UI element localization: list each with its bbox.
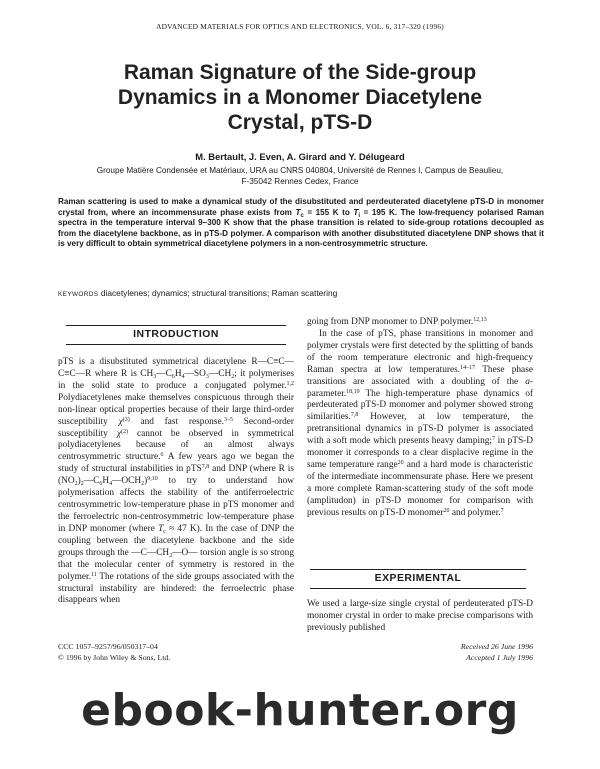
keywords [58,288,544,298]
accepted-date: Accepted 1 July 1996 [466,652,533,662]
watermark: ebook-hunter.org [81,685,519,736]
title-line: Raman Signature of the Side-group [123,61,477,84]
authors: M. Bertault, J. Even, A. Girard and Y. Délugeard [195,151,405,162]
keywords-label: KEYWORDS [58,291,99,298]
ccc-code: CCC 1057–9257/96/050317–04 [58,642,158,651]
right-column-text: going from DNP monomer to DNP polymer.$^{12,13}$ In the case of pTS, phase transitions in monomer and polymer crystals were first detected by the splitting of bands of the room temperature electronic and high-frequency Raman spectra at low temperatures.$^{14-17}$ These phase transitions are associated with a doubling of the a-parameter.$^{18,19}$ The high-temperature phase dynamics of perdeuterated pTS-D monomer and polymer showed strong similarities.$^{7,8}$ However, at low temperature, the pretransitional dynamics in pTS-D polymer is associated with a soft mode which presents heavy damping;$^7$ in pTS-D monomer it corresponds to a clear displacive regime in the same temperature range$^{20}$ and a hard mode is characteristic of the intermediate incommensurate phase. Here we present a more complete Raman-scattering study of the soft mode (amplitudon) in pTS-D monomer for comparison with previous results on pTS-D monomer$^{20}$ and polymer.$^7$ [307,317,534,518]
abstract: Raman scattering is used to make a dynamical study of the disubstituted and perdeuterated diacetylene pTS-D in monomer crystal from, where an incommensurate phase exists from $T_c = 155$ K to $T_i = 195$ K. The low-frequency polarised Raman spectra in the temperature interval 9–300 K show that the phase transition is related to side-group rotations decoupled as from the diacetylene backbone, as in pTS-D polymer. A comparison with another disubstituted diacetylene DNP shows that it is very difficult to obtain symmetrical diacetylene polymers in a non-centrosymmetric structure. [58,197,544,249]
title-line: Dynamics in a Monomer Diacetylene [117,86,483,109]
affiliation [50,165,550,187]
introduction-text: pTS is a disubstituted symmetrical diacetylene R—C≡C—C≡C—R where R is $CH_3—C_6H_4—SO_3—CH_2$; it polymerises in the solid state to produce a conjugated polymer.$^{1,2}$ Polydiacetylenes make themselves conspicuous through their non-linear optical properties because of their large third-order susceptibility $\chi^{(3)}$ and fast response.$^{3-5}$ Second-order susceptibility $\chi^{(2)}$ cannot be observed in symmetrical polydiacetylenes because of an almost always centrosymmetric structure.$^6$ A few years ago we began the study of structural instabilities in pTS$^{7,8}$ and DNP (where R is $(NO_2)_2—C_6H_4—OCH_2)^{9,10}$ to try to understand how polymerisation affects the stability of the antiferroelectric centrosymmetric low-temperature phase in pTS monomer and the ferroelectric non-centrosymmetric low-temperature phase in DNP monomer (where $T_c \approx 47$ K). In the case of DNP the coupling between the diacetylene backbone and the side groups through the $—C—CH_2—O—$ torsion angle is so strong that the molecular center of symmetry is restored in the polymer.$^{11}$ The rotations of the side groups associated with the structural instability are hindered: the ferroelectric phase disappears when [58,357,295,606]
copyright: © 1996 by John Wiley & Sons, Ltd. [58,652,171,662]
received-date: Received 26 June 1996 [460,642,533,651]
section-heading-experimental: EXPERIMENTAL [310,569,526,589]
imprint [58,642,170,663]
paper-title [40,60,560,135]
affiliation-line: Groupe Matière Condensée et Matériaux, URA au CNRS 040804, Université de Rennes I, Campus de Beaulieu, [96,166,504,175]
running-head: ADVANCED MATERIALS FOR OPTICS AND ELECTRONICS, VOL. 6, 317–320 (1996) [156,22,444,31]
affiliation-line: F-35042 Rennes Cedex, France [241,177,359,186]
experimental-text: We used a large-size single crystal of perdeuterated pTS-D monomer crystal in order to make precise comparisons with previously published [307,599,533,633]
section-heading-introduction: INTRODUCTION [66,325,286,345]
received-dates [395,642,533,663]
title-line: Crystal, pTS-D [227,111,373,134]
keywords-list: diacetylenes; dynamics; structural transitions; Raman scattering [100,288,338,298]
